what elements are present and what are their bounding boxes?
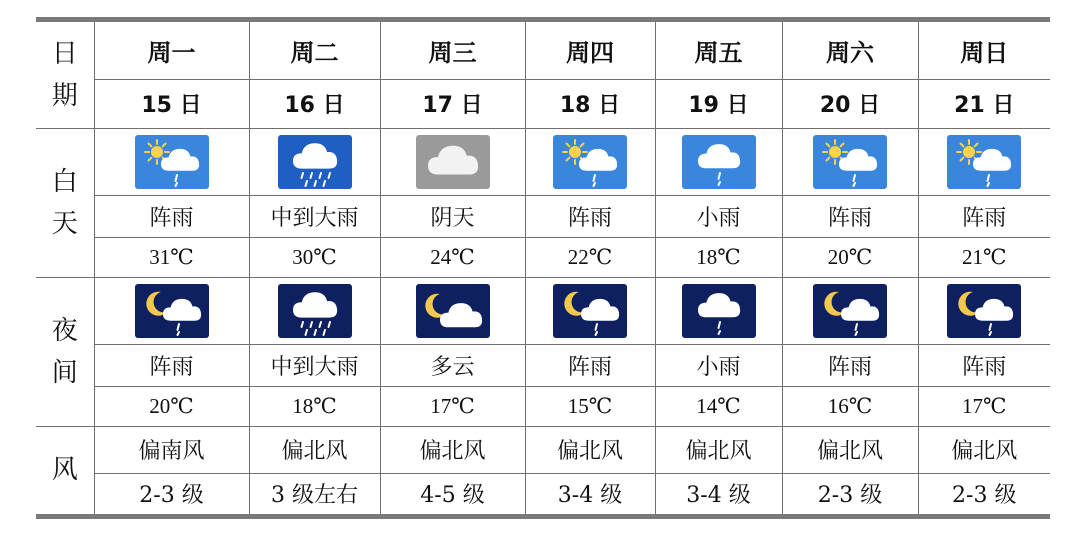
- sun-cloud-rain-icon: [553, 135, 627, 189]
- day-weather-cell: 中到大雨: [249, 195, 380, 237]
- section-label-wind: [36, 426, 94, 514]
- date-cell: 20 日: [782, 79, 918, 128]
- night-temp-cell: 14℃: [655, 386, 782, 426]
- night-weather-cell: 中到大雨: [249, 344, 380, 386]
- day-temp-cell: 31℃: [94, 237, 249, 277]
- day-icon-cell: [655, 128, 782, 195]
- day-weather-cell: 小雨: [655, 195, 782, 237]
- weekday-row: [36, 22, 1050, 79]
- day-weather-cell: 阵雨: [525, 195, 655, 237]
- night-temp-cell: 17℃: [918, 386, 1050, 426]
- day-temp-cell: 22℃: [525, 237, 655, 277]
- weekday-cell: 周四: [525, 22, 655, 79]
- weekday-cell: 周二: [249, 22, 380, 79]
- wind-level-cell: 2-3 级: [782, 473, 918, 514]
- night-temp-cell: 18℃: [249, 386, 380, 426]
- day-temp-cell: 30℃: [249, 237, 380, 277]
- day-temp-cell: 24℃: [380, 237, 525, 277]
- date-cell: 21 日: [918, 79, 1050, 128]
- night-icon-cell: [918, 277, 1050, 344]
- wind-direction-cell: 偏北风: [525, 426, 655, 473]
- wind-level-cell: 3-4 级: [525, 473, 655, 514]
- day-icon-cell: [918, 128, 1050, 195]
- moon-cloud-icon: [416, 284, 490, 338]
- night-icon-cell: [380, 277, 525, 344]
- section-label-char: 间: [51, 357, 78, 388]
- day-weather-cell: 阴天: [380, 195, 525, 237]
- date-row: [36, 79, 1050, 128]
- day-temp-row: [36, 237, 1050, 277]
- night-icon-cell: [249, 277, 380, 344]
- section-label-char: 风: [51, 455, 78, 485]
- moon-cloud-rain-icon: [553, 284, 627, 338]
- day-icon-cell: [94, 128, 249, 195]
- wind-direction-cell: 偏北风: [782, 426, 918, 473]
- night-temp-cell: 20℃: [94, 386, 249, 426]
- wind-level-cell: 4-5 级: [380, 473, 525, 514]
- day-weather-cell: 阵雨: [918, 195, 1050, 237]
- day-icon-cell: [380, 128, 525, 195]
- day-temp-cell: 18℃: [655, 237, 782, 277]
- section-label-char: 白: [51, 166, 78, 197]
- wind-direction-cell: 偏北风: [918, 426, 1050, 473]
- wind-level-cell: 3 级左右: [249, 473, 380, 514]
- weekday-cell: 周日: [918, 22, 1050, 79]
- night-icon-cell: [94, 277, 249, 344]
- wind-level-cell: 2-3 级: [94, 473, 249, 514]
- night-weather-cell: 多云: [380, 344, 525, 386]
- night-weather-cell: 阵雨: [782, 344, 918, 386]
- sun-cloud-rain-icon: [135, 135, 209, 189]
- section-label-char: 天: [51, 208, 78, 239]
- day-weather-cell: 阵雨: [782, 195, 918, 237]
- night-weather-cell: 阵雨: [94, 344, 249, 386]
- wind-level-cell: 3-4 级: [655, 473, 782, 514]
- section-label-day: [36, 128, 94, 277]
- night-temp-cell: 16℃: [782, 386, 918, 426]
- day-temp-cell: 21℃: [918, 237, 1050, 277]
- overcast-cloud-icon: [416, 135, 490, 189]
- date-cell: 17 日: [380, 79, 525, 128]
- wind-direction-cell: 偏北风: [249, 426, 380, 473]
- day-icon-row: [36, 128, 1050, 195]
- night-temp-row: [36, 386, 1050, 426]
- night-weather-cell: 阵雨: [918, 344, 1050, 386]
- cloud-heavy-rain-icon: [278, 135, 352, 189]
- date-cell: 15 日: [94, 79, 249, 128]
- cloud-light-rain-icon: [682, 135, 756, 189]
- night-icon-cell: [655, 277, 782, 344]
- moon-cloud-rain-icon: [947, 284, 1021, 338]
- weekday-cell: 周一: [94, 22, 249, 79]
- day-icon-cell: [525, 128, 655, 195]
- section-label-char: 夜: [51, 315, 78, 346]
- section-label-char: 期: [51, 80, 78, 111]
- wind-direction-cell: 偏北风: [380, 426, 525, 473]
- night-weather-cell: 小雨: [655, 344, 782, 386]
- day-weather-row: [36, 195, 1050, 237]
- night-icon-cell: [525, 277, 655, 344]
- night-temp-cell: 15℃: [525, 386, 655, 426]
- moon-cloud-rain-icon: [135, 284, 209, 338]
- weather-forecast-table: [36, 22, 1050, 515]
- date-cell: 18 日: [525, 79, 655, 128]
- section-label-night: [36, 277, 94, 426]
- bottom-rule: [36, 514, 1050, 519]
- day-icon-cell: [782, 128, 918, 195]
- cloud-heavy-rain-icon: [278, 284, 352, 338]
- section-label-date: [36, 22, 94, 128]
- wind-direction-row: [36, 426, 1050, 473]
- day-weather-cell: 阵雨: [94, 195, 249, 237]
- moon-cloud-rain-icon: [813, 284, 887, 338]
- night-icon-row: [36, 277, 1050, 344]
- cloud-light-rain-icon: [682, 284, 756, 338]
- night-temp-cell: 17℃: [380, 386, 525, 426]
- wind-level-row: [36, 473, 1050, 514]
- day-icon-cell: [249, 128, 380, 195]
- wind-direction-cell: 偏北风: [655, 426, 782, 473]
- wind-level-cell: 2-3 级: [918, 473, 1050, 514]
- night-weather-row: [36, 344, 1050, 386]
- date-cell: 19 日: [655, 79, 782, 128]
- weekday-cell: 周五: [655, 22, 782, 79]
- night-weather-cell: 阵雨: [525, 344, 655, 386]
- sun-cloud-rain-icon: [947, 135, 1021, 189]
- wind-direction-cell: 偏南风: [94, 426, 249, 473]
- section-label-char: 日: [51, 38, 78, 69]
- day-temp-cell: 20℃: [782, 237, 918, 277]
- weekday-cell: 周六: [782, 22, 918, 79]
- weekday-cell: 周三: [380, 22, 525, 79]
- night-icon-cell: [782, 277, 918, 344]
- date-cell: 16 日: [249, 79, 380, 128]
- sun-cloud-rain-icon: [813, 135, 887, 189]
